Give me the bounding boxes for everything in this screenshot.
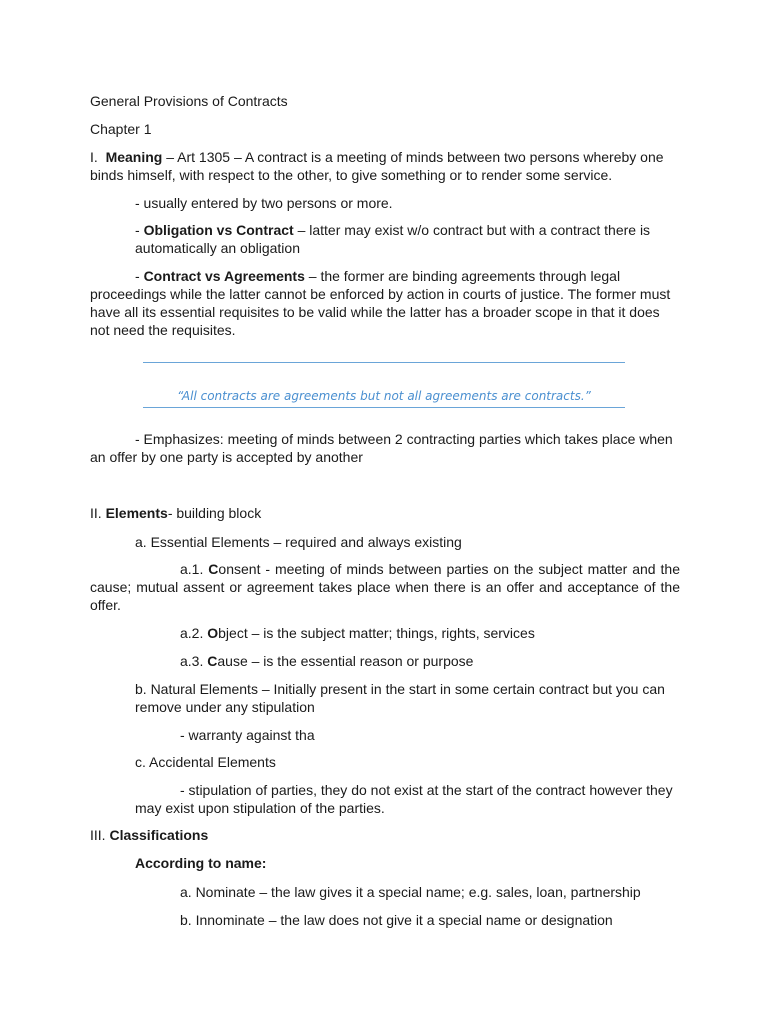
section-number: III. (90, 827, 110, 843)
section-elements (90, 504, 680, 522)
accidental-elements: c. Accidental Elements (135, 754, 276, 770)
accidental-elements-note: - stipulation of parties, they do not exist at the start of the contract however they may exist upon stipulation of the parties. (135, 782, 673, 816)
section-meaning (90, 148, 680, 184)
bullet-obligation-vs-contract: - Obligation vs Contract – latter may exist w/o contract but with a contract there is automatically an obligation (135, 222, 651, 256)
section-number: I. (90, 149, 98, 165)
section-text: – Art 1305 – A contract is a meeting of minds between two persons whereby one binds himself, with respect to the other, to give something or to render some service. (90, 149, 664, 183)
section-term: Meaning (105, 149, 163, 165)
pull-quote: “All contracts are agreements but not all agreements are contracts.” (177, 389, 591, 403)
document-title: General Provisions of Contracts (90, 93, 288, 109)
bullet-contract-vs-agreements: - Contract vs Agreements – the former are binding agreements through legal proceedings while the latter cannot be enforced by action in courts of justice. The former must have all its essential requisites to be valid while the latter has a broader scope in that it does not need the requisites. (90, 268, 671, 338)
section-term: Elements (105, 505, 168, 521)
section-number: II. (90, 505, 106, 521)
element-consent: a.1. Consent - meeting of minds between parties on the subject matter and the cause; mutual assent or agreement takes place when there is an offer and acceptance of the offer. (90, 561, 680, 613)
bullet-usually-entered: - usually entered by two persons or more. (135, 195, 393, 211)
classification-innominate: b. Innominate – the law does not give it a special name or designation (180, 912, 613, 928)
section-classifications (90, 826, 680, 844)
quote-rule-bottom (143, 407, 625, 408)
chapter-heading: Chapter 1 (90, 121, 152, 137)
natural-elements-note: - warranty against tha (180, 727, 315, 743)
bullet-term: Obligation vs Contract (143, 222, 294, 238)
quote-rule-top (143, 362, 625, 363)
classification-nominate: a. Nominate – the law gives it a special name; e.g. sales, loan, partnership (180, 884, 641, 900)
bullet-emphasizes: - Emphasizes: meeting of minds between 2 contracting parties which takes place when an offer by one party is accepted by another (90, 431, 673, 465)
section-text: - building block (167, 505, 262, 521)
subheading-according-to-name: According to name: (135, 855, 267, 871)
section-term: Classifications (109, 827, 209, 843)
element-cause: a.3. Cause – is the essential reason or purpose (180, 653, 474, 669)
bullet-term: Contract vs Agreements (143, 268, 305, 284)
natural-elements: b. Natural Elements – Initially present in the start in some certain contract but you can remove under any stipulation (135, 681, 665, 715)
essential-elements: a. Essential Elements – required and always existing (135, 534, 462, 550)
element-object: a.2. Object – is the subject matter; things, rights, services (180, 625, 535, 641)
